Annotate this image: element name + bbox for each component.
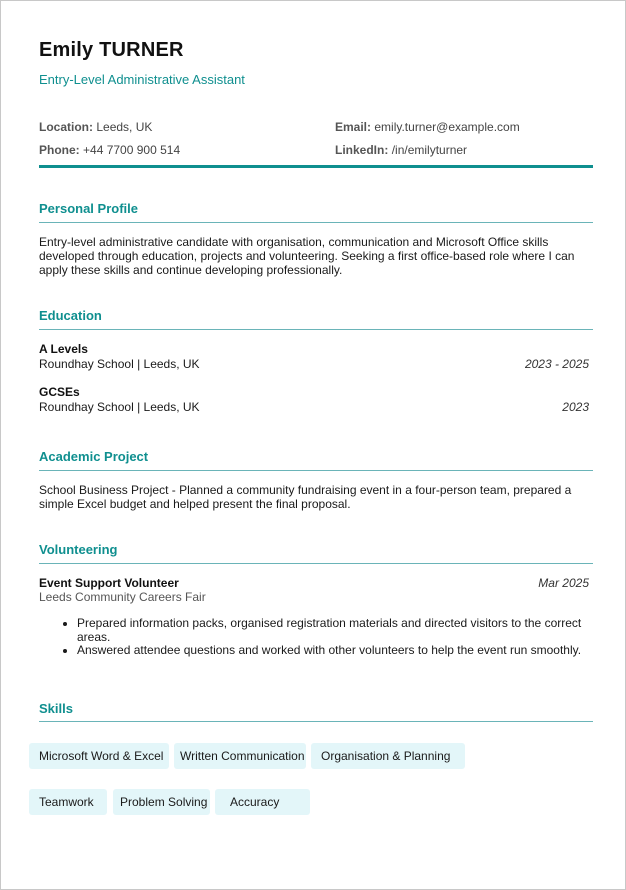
section-divider-profile xyxy=(39,222,593,223)
skill-chip: Accuracy xyxy=(215,789,310,815)
education-dates: 2023 - 2025 xyxy=(524,357,589,371)
volunteer-organisation: Leeds Community Careers Fair xyxy=(39,590,206,604)
project-text: School Business Project - Planned a community fundraising event in a four-person team, prepared a simple Excel budget and helped present the final proposal. xyxy=(39,483,572,511)
email-value: emily.turner@example.com xyxy=(374,120,520,134)
education-school: Roundhay School | Leeds, UK xyxy=(39,400,200,414)
section-title-project: Academic Project xyxy=(39,449,149,464)
location-value: Leeds, UK xyxy=(96,120,153,134)
skill-chip: Problem Solving xyxy=(113,789,210,815)
candidate-name: Emily TURNER xyxy=(39,39,184,61)
contact-email xyxy=(335,120,520,134)
section-title-volunteering: Volunteering xyxy=(39,542,118,557)
section-divider-volunteering xyxy=(39,563,593,564)
header-divider xyxy=(39,165,593,168)
education-dates: 2023 xyxy=(562,400,589,414)
section-title-profile: Personal Profile xyxy=(39,201,138,216)
phone-label: Phone: xyxy=(39,143,80,157)
email-label: Email: xyxy=(335,120,372,134)
education-school: Roundhay School | Leeds, UK xyxy=(39,357,200,371)
skill-chip: Microsoft Word & Excel xyxy=(29,743,169,769)
location-label: Location: xyxy=(39,120,93,134)
contact-linkedin xyxy=(335,143,467,157)
linkedin-value: /in/emilyturner xyxy=(391,143,468,157)
section-divider-education xyxy=(39,329,593,330)
education-qualification: GCSEs xyxy=(39,385,80,399)
section-divider-skills xyxy=(39,721,593,722)
contact-phone xyxy=(39,143,180,157)
phone-value: +44 7700 900 514 xyxy=(83,143,181,157)
education-qualification: A Levels xyxy=(39,342,88,356)
candidate-role: Entry-Level Administrative Assistant xyxy=(39,72,245,87)
linkedin-label: LinkedIn: xyxy=(335,143,389,157)
volunteer-role: Event Support Volunteer xyxy=(39,576,179,590)
contact-location xyxy=(39,120,152,134)
volunteer-bullet-list xyxy=(39,617,617,658)
skill-chip: Organisation & Planning xyxy=(311,743,465,769)
skill-chip: Teamwork xyxy=(29,789,107,815)
profile-text: Entry-level administrative candidate with organisation, communication and Microsoft Office skills developed through education, projects and volunteering. Seeking a first office-based role where I can apply these skills and continue developing professionally. xyxy=(39,235,575,277)
list-item: • Prepared information packs, organised registration materials and directed visitors to the correct areas. xyxy=(77,617,617,644)
section-title-skills: Skills xyxy=(39,701,73,716)
skill-chip: Written Communication xyxy=(174,743,306,769)
volunteer-date: Mar 2025 xyxy=(538,576,589,590)
section-title-education: Education xyxy=(39,308,102,323)
list-item: • Answered attendee questions and worked with other volunteers to help the event run smoothly. xyxy=(77,644,617,658)
section-divider-project xyxy=(39,470,593,471)
